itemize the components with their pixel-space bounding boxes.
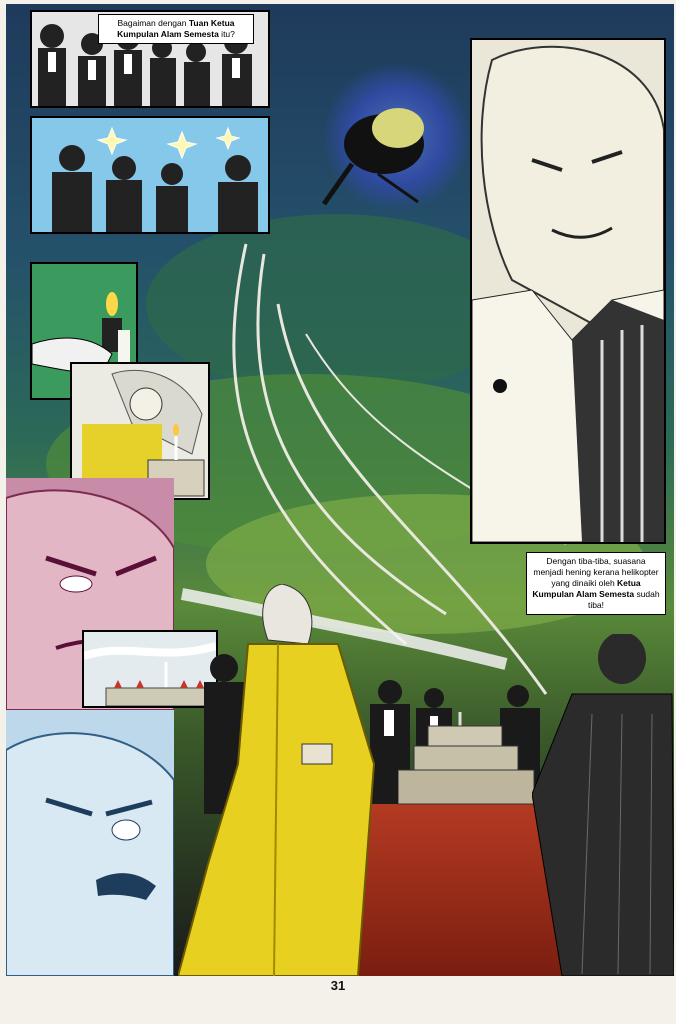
clapping-illustration [32,118,268,232]
caption-arrival-text-1: Dengan tiba-tiba, suasana menjadi hening kerana helikopter yang dinaiki oleh [533,556,659,588]
panel-blue-face [6,710,174,976]
leader-closeup-illustration [472,40,664,542]
comic-artwork [6,4,674,976]
caption-arrival-bold: Ketua Kumpulan Alam Semesta [532,578,641,599]
yellow-coat-man [178,584,378,976]
page-number: 31 [330,978,346,993]
caption-question-bold: Tuan Ketua Kumpulan Alam Semesta [117,18,235,39]
caption-question-text-1: Bagaiman dengan [117,18,189,28]
helicopter-icon [324,108,424,204]
caption-question [98,14,254,44]
caption-question-text-2: itu? [218,29,235,39]
caption-arrival-text-2: sudah tiba! [587,589,660,610]
caption-arrival [526,552,666,615]
panel-clapping-crowd [30,116,270,234]
panel-leader-closeup [470,38,666,544]
blue-face-illustration [6,710,174,976]
birthday-cake [398,712,538,808]
bald-man-back [532,634,674,976]
